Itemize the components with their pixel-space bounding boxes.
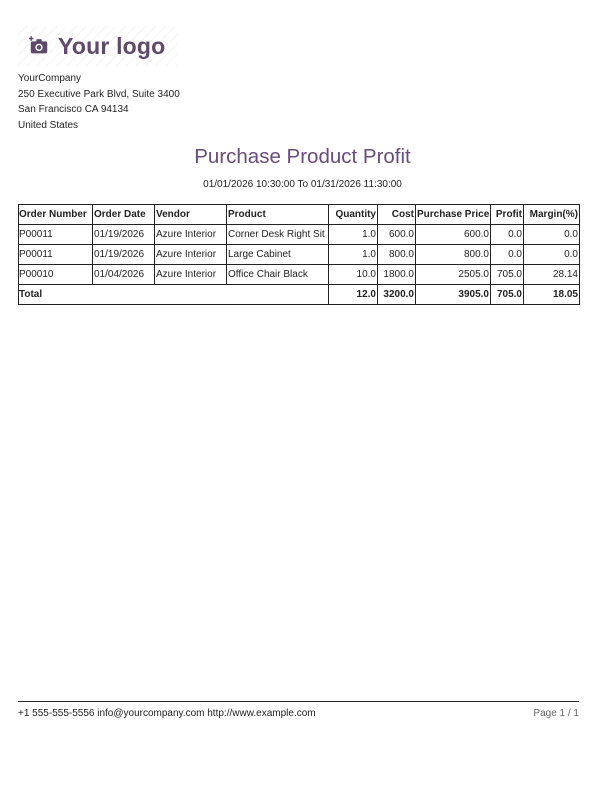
total-margin: 18.05: [524, 285, 580, 305]
footer-contact: +1 555-555-5556 info@yourcompany.com http://www.example.com: [18, 708, 316, 719]
company-country: United States: [18, 120, 79, 132]
col-quantity: Quantity: [329, 205, 378, 225]
company-address: [18, 71, 180, 134]
company-street: 250 Executive Park Blvd, Suite 3400: [18, 88, 180, 100]
cell-order-date: 01/04/2026: [93, 265, 155, 285]
cell-order-date: 01/19/2026: [93, 225, 155, 245]
total-quantity: 12.0: [329, 285, 378, 305]
col-profit: Profit: [491, 205, 524, 225]
cell-order-number: P00011: [19, 225, 93, 245]
cell-margin: 28.14: [524, 265, 580, 285]
cell-purchase-price: 2505.0: [416, 265, 491, 285]
cell-cost: 1800.0: [378, 265, 416, 285]
report-title: Purchase Product Profit: [194, 145, 411, 168]
logo-text: Your logo: [58, 32, 166, 59]
total-purchase-price: 3905.0: [416, 285, 491, 305]
cell-quantity: 1.0: [329, 225, 378, 245]
cell-cost: 600.0: [378, 225, 416, 245]
total-label: Total: [19, 285, 329, 305]
table-row: [19, 265, 580, 285]
cell-margin: 0.0: [524, 245, 580, 265]
company-logo: [18, 26, 178, 66]
table-header-row: [19, 205, 580, 225]
total-cost: 3200.0: [378, 285, 416, 305]
cell-vendor: Azure Interior: [155, 225, 227, 245]
cell-purchase-price: 800.0: [416, 245, 491, 265]
total-profit: 705.0: [491, 285, 524, 305]
table-total-row: [19, 285, 580, 305]
company-city: San Francisco CA 94134: [18, 104, 129, 116]
cell-order-date: 01/19/2026: [93, 245, 155, 265]
page-number: Page 1 / 1: [533, 708, 579, 719]
cell-profit: 0.0: [491, 225, 524, 245]
cell-quantity: 10.0: [329, 265, 378, 285]
cell-profit: 705.0: [491, 265, 524, 285]
table-row: [19, 245, 580, 265]
cell-product: Office Chair Black: [227, 265, 329, 285]
cell-profit: 0.0: [491, 245, 524, 265]
col-margin: Margin(%): [524, 205, 580, 225]
cell-cost: 800.0: [378, 245, 416, 265]
cell-product: Corner Desk Right Sit: [227, 225, 329, 245]
col-purchase-price: Purchase Price: [416, 205, 491, 225]
profit-table: [18, 204, 580, 305]
col-cost: Cost: [378, 205, 416, 225]
cell-vendor: Azure Interior: [155, 265, 227, 285]
col-vendor: Vendor: [155, 205, 227, 225]
report-period: 01/01/2026 10:30:00 To 01/31/2026 11:30:00: [203, 179, 402, 190]
col-order-date: Order Date: [93, 205, 155, 225]
col-order-number: Order Number: [19, 205, 93, 225]
cell-order-number: P00011: [19, 245, 93, 265]
cell-margin: 0.0: [524, 225, 580, 245]
cell-quantity: 1.0: [329, 245, 378, 265]
camera-plus-icon: [28, 35, 50, 57]
table-row: [19, 225, 580, 245]
cell-vendor: Azure Interior: [155, 245, 227, 265]
cell-order-number: P00010: [19, 265, 93, 285]
cell-purchase-price: 600.0: [416, 225, 491, 245]
col-product: Product: [227, 205, 329, 225]
cell-product: Large Cabinet: [227, 245, 329, 265]
footer-divider: [18, 701, 579, 702]
company-name: YourCompany: [18, 73, 82, 84]
